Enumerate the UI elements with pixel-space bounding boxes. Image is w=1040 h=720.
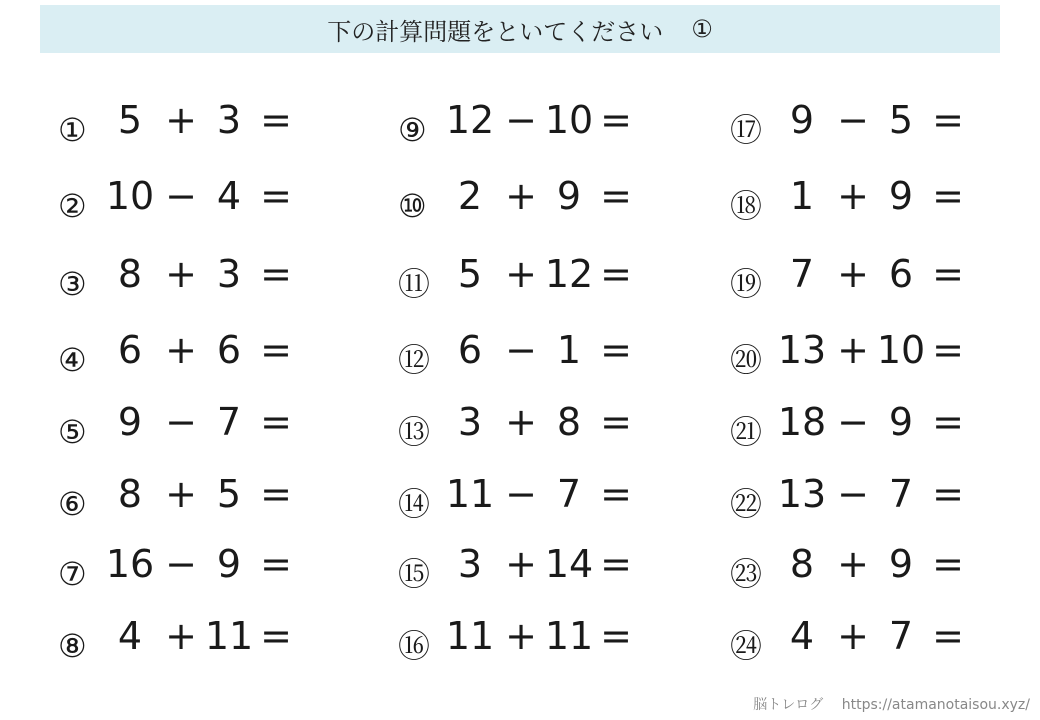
equals-sign: = [600, 98, 632, 142]
footer-brand: 脳トレログ [753, 697, 824, 713]
equation [442, 174, 638, 218]
equation [102, 614, 298, 658]
equals-sign: = [600, 542, 632, 586]
problem-item [730, 252, 1040, 312]
operator: − [505, 328, 537, 372]
equals-sign: = [260, 98, 292, 142]
first-operand: 10 [105, 174, 155, 218]
operator: + [165, 328, 197, 372]
first-operand: 8 [117, 472, 143, 516]
equals-sign: = [932, 472, 964, 516]
first-operand: 11 [445, 614, 495, 658]
problem-number: ⑳ [730, 341, 763, 379]
operator: + [505, 252, 537, 296]
equation [102, 400, 298, 444]
equation [774, 98, 970, 142]
equation [774, 174, 970, 218]
first-operand: 4 [117, 614, 143, 658]
problem-number: ⑱ [730, 187, 763, 225]
problem-number: ⑤ [58, 413, 87, 451]
first-operand: 6 [117, 328, 143, 372]
equals-sign: = [260, 252, 292, 296]
equals-sign: = [260, 400, 292, 444]
first-operand: 5 [457, 252, 483, 296]
equals-sign: = [600, 400, 632, 444]
equals-sign: = [260, 614, 292, 658]
equation [442, 98, 638, 142]
second-operand: 8 [556, 400, 582, 444]
equals-sign: = [600, 174, 632, 218]
problem-number: ㉑ [730, 413, 763, 451]
second-operand: 9 [216, 542, 242, 586]
footer [753, 694, 1030, 714]
operator: + [837, 328, 869, 372]
operator: + [837, 174, 869, 218]
equation [774, 614, 970, 658]
equation [774, 252, 970, 296]
second-operand: 12 [544, 252, 594, 296]
equals-sign: = [932, 400, 964, 444]
problem-item [58, 98, 388, 158]
operator: + [165, 252, 197, 296]
first-operand: 9 [789, 98, 815, 142]
problem-number: ㉒ [730, 485, 763, 523]
problem-item [58, 614, 388, 674]
second-operand: 7 [888, 472, 914, 516]
operator: − [165, 174, 197, 218]
problem-number: ⑰ [730, 111, 763, 149]
problem-item [730, 542, 1040, 602]
equals-sign: = [600, 614, 632, 658]
first-operand: 13 [777, 328, 827, 372]
problem-item [398, 614, 728, 674]
second-operand: 3 [216, 252, 242, 296]
operator: − [837, 472, 869, 516]
problem-number: ⑩ [398, 187, 427, 225]
second-operand: 10 [544, 98, 594, 142]
problem-item [398, 542, 728, 602]
problem-item [58, 542, 388, 602]
second-operand: 14 [544, 542, 594, 586]
problem-number: ⑬ [398, 413, 431, 451]
worksheet-title: 下の計算問題をといてください [327, 17, 664, 46]
equation [774, 542, 970, 586]
equation [102, 328, 298, 372]
problem-item [730, 98, 1040, 158]
equals-sign: = [932, 542, 964, 586]
first-operand: 2 [457, 174, 483, 218]
first-operand: 18 [777, 400, 827, 444]
first-operand: 3 [457, 400, 483, 444]
problem-item [730, 174, 1040, 234]
problem-item [398, 472, 728, 532]
problem-number: ⑨ [398, 111, 427, 149]
second-operand: 11 [544, 614, 594, 658]
problem-number: ⑥ [58, 485, 87, 523]
problem-number: ⑲ [730, 265, 763, 303]
second-operand: 9 [888, 542, 914, 586]
equation [102, 174, 298, 218]
equation [442, 614, 638, 658]
problem-item [58, 328, 388, 388]
second-operand: 7 [556, 472, 582, 516]
operator: − [837, 98, 869, 142]
operator: + [505, 400, 537, 444]
footer-url[interactable]: https://atamanotaisou.xyz/ [841, 697, 1030, 713]
problem-number: ㉔ [730, 627, 763, 665]
first-operand: 3 [457, 542, 483, 586]
equation [774, 472, 970, 516]
second-operand: 9 [556, 174, 582, 218]
second-operand: 6 [888, 252, 914, 296]
equals-sign: = [600, 328, 632, 372]
problem-item [730, 400, 1040, 460]
second-operand: 6 [216, 328, 242, 372]
equation [102, 542, 298, 586]
problem-item [58, 400, 388, 460]
first-operand: 1 [789, 174, 815, 218]
first-operand: 11 [445, 472, 495, 516]
first-operand: 16 [105, 542, 155, 586]
second-operand: 9 [888, 174, 914, 218]
equation [774, 400, 970, 444]
second-operand: 7 [888, 614, 914, 658]
equals-sign: = [260, 174, 292, 218]
operator: − [505, 98, 537, 142]
operator: − [165, 400, 197, 444]
operator: − [837, 400, 869, 444]
problem-number: ⑫ [398, 341, 431, 379]
equals-sign: = [932, 98, 964, 142]
equation [442, 252, 638, 296]
second-operand: 5 [216, 472, 242, 516]
first-operand: 8 [789, 542, 815, 586]
problem-item [730, 472, 1040, 532]
problem-item [58, 174, 388, 234]
problem-item [398, 400, 728, 460]
equals-sign: = [600, 252, 632, 296]
equation [442, 542, 638, 586]
problem-number: ⑯ [398, 627, 431, 665]
first-operand: 5 [117, 98, 143, 142]
problem-item [730, 328, 1040, 388]
problem-item [58, 472, 388, 532]
first-operand: 4 [789, 614, 815, 658]
operator: + [165, 614, 197, 658]
problem-number: ㉓ [730, 555, 763, 593]
operator: + [837, 252, 869, 296]
worksheet-number: ① [691, 15, 713, 43]
first-operand: 9 [117, 400, 143, 444]
second-operand: 10 [876, 328, 926, 372]
problem-item [730, 614, 1040, 674]
operator: + [837, 614, 869, 658]
problem-number: ⑮ [398, 555, 431, 593]
problem-number: ⑧ [58, 627, 87, 665]
problem-item [398, 328, 728, 388]
problem-number: ⑭ [398, 485, 431, 523]
operator: + [505, 174, 537, 218]
second-operand: 5 [888, 98, 914, 142]
equation [102, 98, 298, 142]
equation [102, 252, 298, 296]
equals-sign: = [932, 328, 964, 372]
equals-sign: = [260, 542, 292, 586]
first-operand: 8 [117, 252, 143, 296]
worksheet-title-bar [40, 5, 1000, 53]
problem-item [398, 98, 728, 158]
equals-sign: = [932, 614, 964, 658]
operator: + [505, 542, 537, 586]
problem-item [398, 174, 728, 234]
operator: + [165, 98, 197, 142]
equals-sign: = [600, 472, 632, 516]
operator: + [505, 614, 537, 658]
problem-number: ④ [58, 341, 87, 379]
equals-sign: = [932, 174, 964, 218]
first-operand: 13 [777, 472, 827, 516]
first-operand: 7 [789, 252, 815, 296]
second-operand: 1 [556, 328, 582, 372]
second-operand: 7 [216, 400, 242, 444]
operator: + [837, 542, 869, 586]
operator: + [165, 472, 197, 516]
equation [442, 472, 638, 516]
equation [102, 472, 298, 516]
problem-number: ⑦ [58, 555, 87, 593]
second-operand: 3 [216, 98, 242, 142]
equation [774, 328, 970, 372]
problem-item [58, 252, 388, 312]
equals-sign: = [260, 472, 292, 516]
first-operand: 12 [445, 98, 495, 142]
problem-number: ② [58, 187, 87, 225]
equals-sign: = [932, 252, 964, 296]
second-operand: 9 [888, 400, 914, 444]
operator: − [505, 472, 537, 516]
first-operand: 6 [457, 328, 483, 372]
equals-sign: = [260, 328, 292, 372]
equation [442, 400, 638, 444]
problem-item [398, 252, 728, 312]
second-operand: 4 [216, 174, 242, 218]
equation [442, 328, 638, 372]
problem-number: ③ [58, 265, 87, 303]
second-operand: 11 [204, 614, 254, 658]
problem-number: ⑪ [398, 265, 431, 303]
operator: − [165, 542, 197, 586]
problem-number: ① [58, 111, 87, 149]
